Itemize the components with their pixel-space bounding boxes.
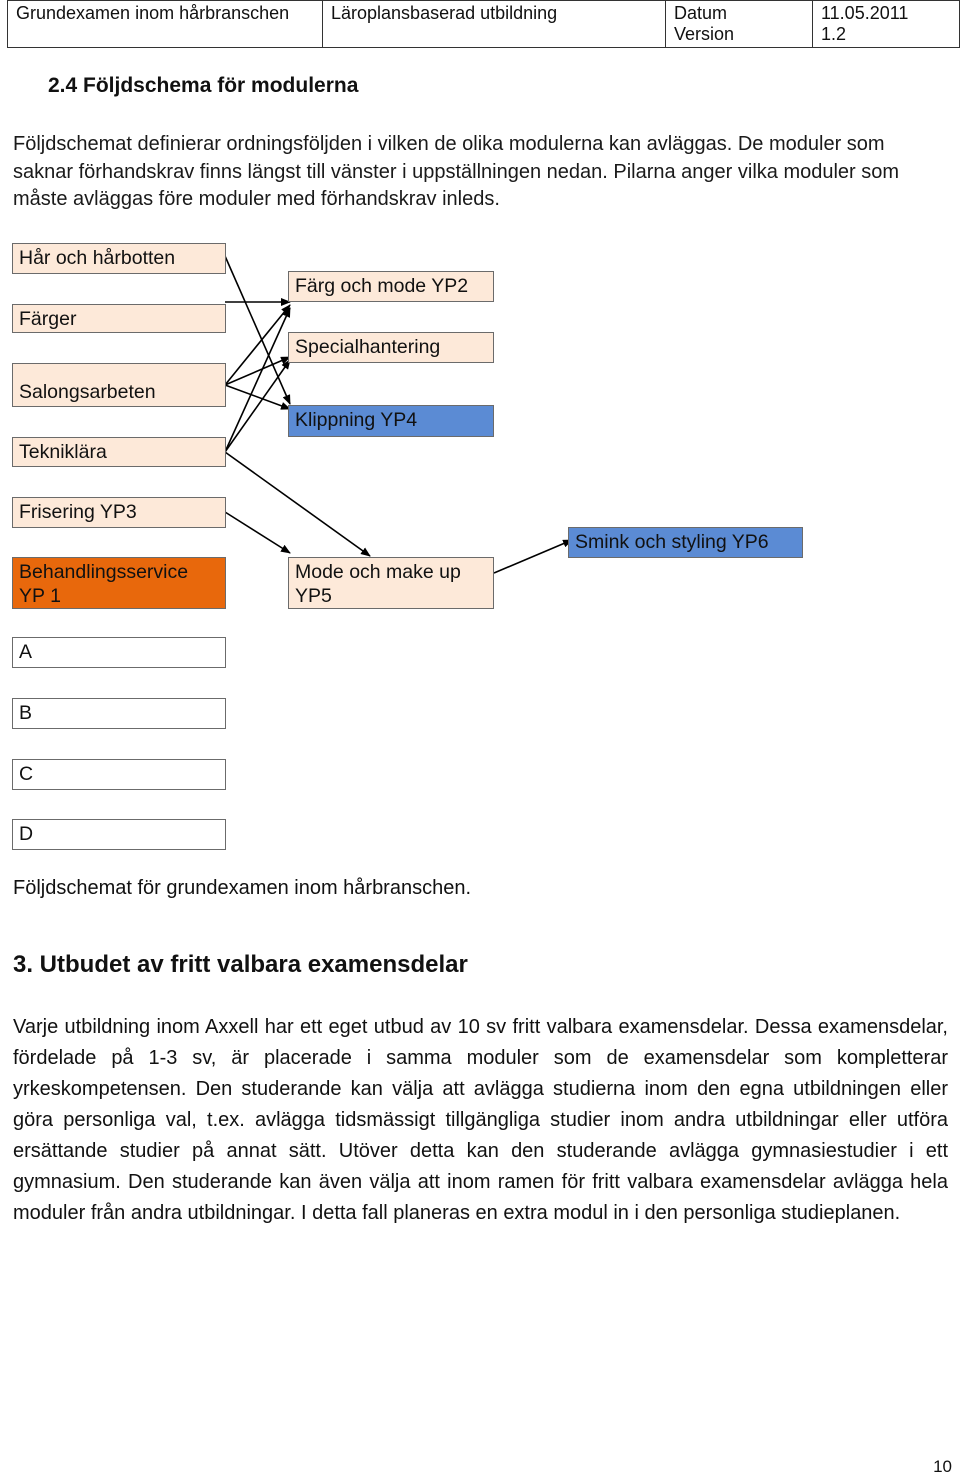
module-box: Specialhantering [288,332,494,363]
header-version-label: Version [674,24,735,44]
section-intro: Följdschemat definierar ordningsföljden i vilken de olika modulerna kan avläggas. De moduler som saknar förhandskrav finns längst till vänster i uppställningen nedan. Pilarna anger vilka moduler som måste avläggas före moduler med förhandskrav inleds. [13,133,900,210]
module-box: Färger [12,304,226,333]
legend-box: A [12,637,226,668]
arrow-salong-to-klippning [225,385,290,409]
module-box: Hår och hårbotten [12,243,226,274]
module-box: Behandlingsservice YP 1 [12,557,226,609]
header-date-label: Datum [674,3,728,23]
section3-title: 3. Utbudet av fritt valbara examensdelar [13,951,468,978]
arrow-frisering-to-mode [225,512,290,553]
arrow-mode-to-smink [494,540,572,573]
arrow-salong-to-fargmode [225,305,290,385]
section3-body: Varje utbildning inom Axxell har ett eget utbud av 10 sv fritt valbara examensdelar. Dessa examensdelar, fördelade på 1-3 sv, är placerade i samma moduler som de examensdelar som kompletterar yrkeskompetensen. Den studerande kan välja att avlägga studierna inom den egna utbildningen eller göra personliga val, t.ex. avlägga tidsmässigt tillgängliga studier inom andra utbildningar eller utföra ersättande studier på annat sätt. Utöver detta kan den studerande avlägga gymnasiestudier i ett gymnasium. Den studerande kan även välja att inom ramen för fritt valbara examensdelar avlägga hela moduler från andra utbildningar. I detta fall planeras en extra modul in i den personliga studieplanen. [13,1016,948,1224]
module-box: Tekniklära [12,437,226,467]
arrow-haar-to-klippning [225,256,290,404]
page-number: 10 [933,1457,952,1476]
module-box: Färg och mode YP2 [288,271,494,302]
header-date-value: 11.05.2011 [821,3,909,23]
legend-box: C [12,759,226,790]
diagram-caption: Följdschemat för grundexamen inom hårbranschen. [13,877,472,899]
document-header [7,0,960,48]
module-box: Smink och styling YP6 [568,527,803,558]
header-labels [666,1,813,48]
section-title: 2.4 Följdschema för modulerna [48,74,359,97]
legend-box: B [12,698,226,729]
arrow-teknik-to-fargmode [225,308,290,452]
module-box: Frisering YP3 [12,497,226,528]
module-box: Mode och make up YP5 [288,557,494,609]
arrow-salong-to-special [225,357,290,385]
module-box: Klippning YP4 [288,405,494,437]
header-version-value: 1.2 [821,24,847,44]
arrow-teknik-to-mode [225,452,370,556]
module-box: Salongsarbeten [12,363,226,407]
header-doc-title: Grundexamen inom hårbranschen [8,1,323,48]
legend-box: D [12,819,226,850]
arrow-teknik-to-special [225,360,290,452]
header-doc-type: Läroplansbaserad utbildning [323,1,666,48]
header-values [813,1,960,48]
